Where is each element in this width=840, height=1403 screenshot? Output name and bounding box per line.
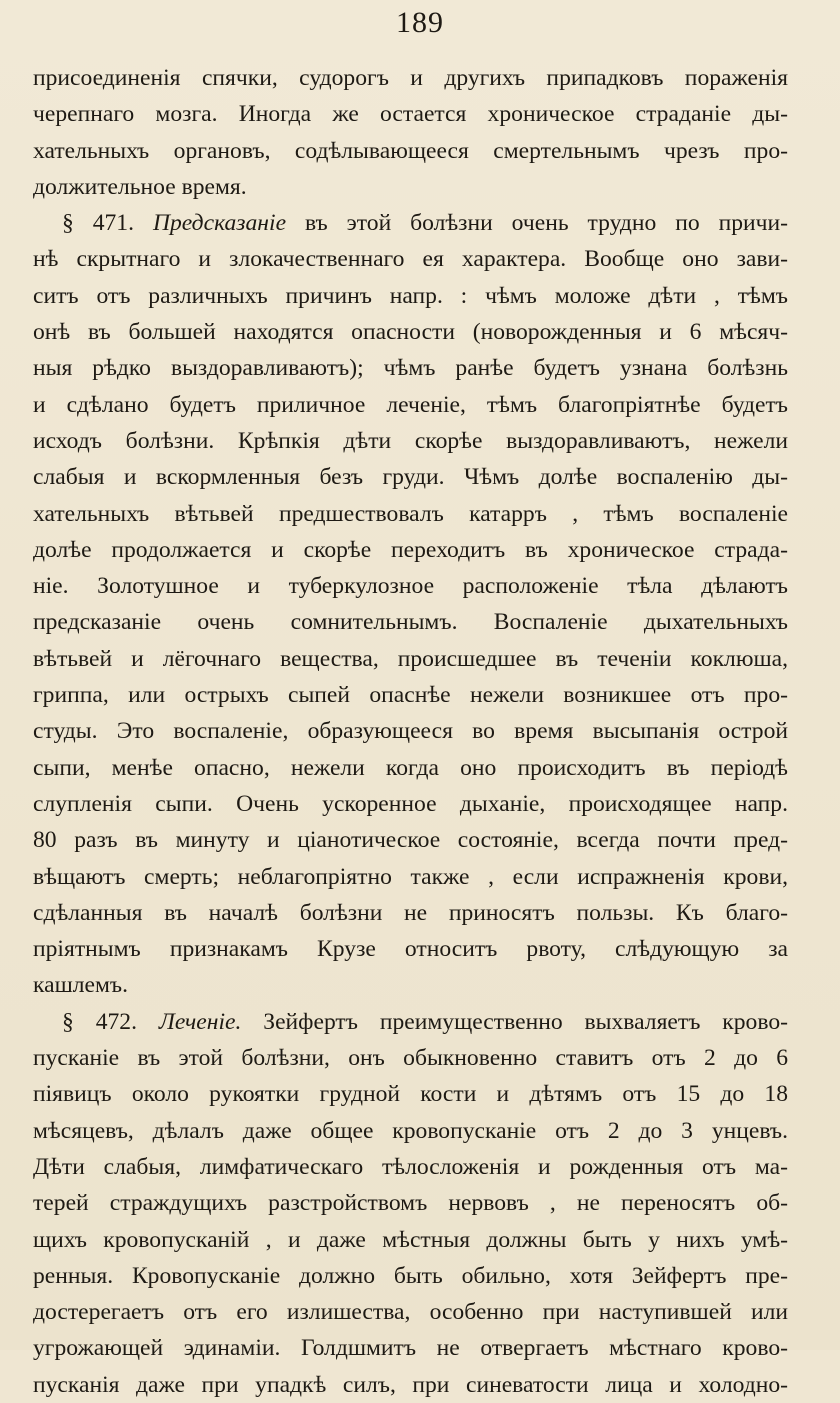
text-line: хательныхъ органовъ, содѣлывающееся смертельнымъ чрезъ про- [33,137,788,164]
text-line: пусканія даже при упадкѣ силъ, при синеватости лица и холодно- [33,1371,788,1398]
text-line: присоединенія спячки, судорогъ и другихъ припадковъ пораженія [33,65,788,91]
text-line: слабыя и вскормленныя безъ груди. Чѣмъ долѣе воспаленію ды- [33,464,788,491]
text-line: піявицъ около рукоятки грудной кости и дѣтямъ отъ 15 до 18 [33,1081,788,1108]
section-number: § 472. [62,1008,137,1035]
text-fragment: въ этой болѣзни очень трудно по причи- [304,210,788,237]
text-line: ніе. Золотушное и туберкулозное расположеніе тѣла дѣлаютъ [33,573,788,600]
text-line: ныя рѣдко выздоравливаютъ); чѣмъ ранѣе будетъ узнана болѣзнь [33,355,788,382]
paragraph-continuation [33,60,788,205]
paragraph-472 [33,1004,788,1403]
text-line: кашлемъ. [33,972,129,999]
text-line: должительное время. [33,173,247,200]
body-text [33,60,788,1403]
text-line: Дѣти слабыя, лимфатическаго тѣлосложенія и рожденныя отъ ма- [33,1153,788,1180]
text-line: ситъ отъ различныхъ причинъ напр. : чѣмъ моложе дѣти , тѣмъ [33,282,788,309]
text-line: угрожающей эдинаміи. Голдшмитъ не отвергаетъ мѣстнаго крово- [33,1335,788,1362]
text-line: достерегаетъ отъ его излишества, особенно при наступившей или [33,1299,788,1326]
text-line: слупленія сыпи. Очень ускоренное дыханіе, происходящее напр. [33,790,788,817]
text-line: мѣсяцевъ, дѣлалъ даже общее кровопусканіе отъ 2 до 3 унцевъ. [33,1117,788,1144]
text-line: щихъ кровопусканій , и даже мѣстныя должны быть у нихъ умѣ- [33,1226,788,1253]
page-number: 189 [396,6,444,39]
section-heading: Предсказаніе [152,210,287,237]
text-line: сыпи, менѣе опасно, нежели когда оно происходитъ въ періодѣ [33,754,788,781]
text-line: вѣщаютъ смерть; неблагопріятно также , если испражненія крови, [33,863,788,890]
text-line: исходъ болѣзни. Крѣпкія дѣти скорѣе выздоравливаютъ, нежели [33,427,788,454]
text-line [33,205,788,241]
text-line: 80 разъ въ минуту и ціанотическое состояніе, всегда почти пред- [33,827,788,854]
text-line: нѣ скрытнаго и злокачественнаго ея характера. Вообще оно зави- [33,246,788,273]
section-number: § 471. [62,210,135,237]
text-fragment: Зейфертъ преимущественно выхваляетъ крово- [263,1008,788,1035]
text-line: и сдѣлано будетъ приличное леченіе, тѣмъ благопріятнѣе будетъ [33,391,788,418]
text-line: хательныхъ вѣтьвей предшествовалъ катарръ , тѣмъ воспаленіе [33,500,788,527]
text-line: ренныя. Кровопусканіе должно быть обильно, хотя Зейфертъ пре- [33,1262,788,1289]
text-line: вѣтьвей и лёгочнаго вещества, происшедшее въ теченіи коклюша, [33,645,788,672]
text-line: сдѣланныя въ началѣ болѣзни не приносятъ пользы. Къ благо- [33,899,788,926]
text-line: пусканіе въ этой болѣзни, онъ обыкновенно ставитъ отъ 2 до 6 [33,1045,788,1072]
text-line [33,1004,788,1040]
text-line: предсказаніе очень сомнительнымъ. Воспаленіе дыхательныхъ [33,609,788,636]
paragraph-471 [33,205,788,1004]
text-line: гриппа, или острыхъ сыпей опаснѣе нежели возникшее отъ про- [33,682,788,709]
text-line: онѣ въ большей находятся опасности (новорожденныя и 6 мѣсяч- [33,319,788,346]
text-line: пріятнымъ признакамъ Крузе относитъ рвоту, слѣдующую за [33,936,788,963]
text-line: долѣе продолжается и скорѣе переходитъ въ хроническое страда- [33,536,788,563]
section-heading: Леченіе. [158,1008,242,1035]
text-line: черепнаго мозга. Иногда же остается хроническое страданіе ды- [33,101,788,128]
text-line: студы. Это воспаленіе, образующееся во время высыпанія острой [33,718,788,745]
text-line: терей страждущихъ разстройствомъ нервовъ , не переносятъ об- [33,1190,788,1217]
